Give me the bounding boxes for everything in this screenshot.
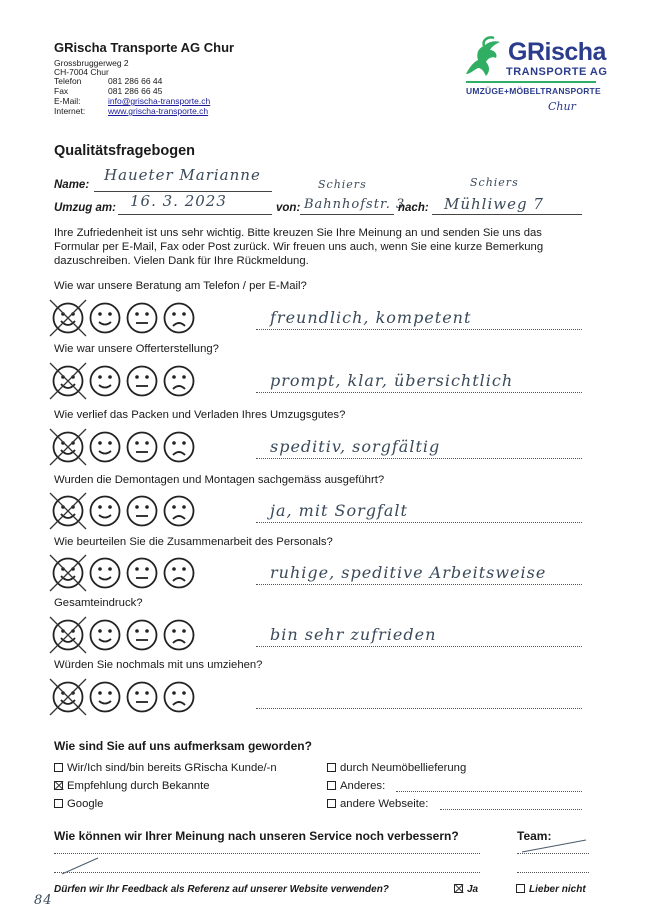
- very-happy-face-icon[interactable]: [52, 495, 84, 532]
- answer-line[interactable]: [256, 522, 582, 523]
- very-happy-face-icon[interactable]: [52, 681, 84, 718]
- answer-text[interactable]: freundlich, kompetent: [270, 308, 472, 327]
- answer-text[interactable]: bin sehr zufrieden: [270, 625, 437, 644]
- happy-face-icon[interactable]: [89, 619, 121, 656]
- neutral-face-icon[interactable]: [126, 495, 158, 532]
- name-field[interactable]: Haueter Marianne: [104, 166, 261, 184]
- sad-face-icon[interactable]: [163, 619, 195, 656]
- pen-stroke-icon: [60, 856, 100, 876]
- to-line: [432, 214, 582, 215]
- company-name: GRischa Transporte AG Chur: [54, 40, 235, 55]
- pen-stroke-icon: [520, 838, 590, 854]
- email-link[interactable]: info@grischa-transporte.ch: [108, 96, 211, 106]
- question-7: Würden Sie nochmals mit uns umziehen?: [54, 659, 263, 671]
- checkbox-checked[interactable]: [454, 884, 463, 893]
- improve-title: Wie können wir Ihrer Meinung nach unseren Service noch verbessern?: [54, 829, 459, 843]
- checkbox[interactable]: [54, 799, 63, 808]
- ibex-logo-icon: [460, 36, 506, 80]
- checkbox[interactable]: [54, 763, 63, 772]
- logo-wordmark: GRischa: [508, 38, 606, 66]
- question-6: Gesamteindruck?: [54, 597, 143, 609]
- sad-face-icon[interactable]: [163, 431, 195, 468]
- to-place[interactable]: Schiers: [470, 176, 519, 189]
- checkbox[interactable]: [327, 781, 336, 790]
- logo-divider: [466, 81, 596, 83]
- happy-face-icon[interactable]: [89, 365, 121, 402]
- move-date-field[interactable]: 16. 3. 2023: [130, 192, 227, 210]
- source-option-website[interactable]: andere Webseite:: [327, 798, 428, 810]
- neutral-face-icon[interactable]: [126, 302, 158, 339]
- question-1: Wie war unsere Beratung am Telefon / per E-Mail?: [54, 280, 307, 292]
- company-city: CH-7004 Chur: [54, 67, 109, 77]
- happy-face-icon[interactable]: [89, 681, 121, 718]
- consent-no[interactable]: Lieber nicht: [516, 884, 586, 895]
- neutral-face-icon[interactable]: [126, 619, 158, 656]
- neutral-face-icon[interactable]: [126, 681, 158, 718]
- company-street: Grossbruggerweg 2: [54, 58, 129, 68]
- logo-tagline: UMZÜGE+MÖBELTRANSPORTE: [466, 86, 601, 96]
- other-line[interactable]: [396, 791, 582, 792]
- sad-face-icon[interactable]: [163, 302, 195, 339]
- contact-email: E-Mail: info@grischa-transporte.ch: [54, 96, 211, 106]
- answer-line[interactable]: [256, 392, 582, 393]
- margin-note: 84: [34, 893, 53, 908]
- to-street[interactable]: Mühliweg 7: [444, 195, 544, 213]
- question-2: Wie war unsere Offerterstellung?: [54, 343, 219, 355]
- happy-face-icon[interactable]: [89, 557, 121, 594]
- sad-face-icon[interactable]: [163, 495, 195, 532]
- question-4: Wurden die Demontagen und Montagen sachgemäss ausgeführt?: [54, 474, 385, 486]
- sad-face-icon[interactable]: [163, 557, 195, 594]
- move-date-line: [118, 214, 272, 215]
- from-place[interactable]: Schiers: [318, 178, 367, 191]
- checkbox[interactable]: [516, 884, 525, 893]
- name-label: Name:: [54, 179, 90, 191]
- consent-yes[interactable]: Ja: [454, 884, 478, 895]
- checkbox-checked[interactable]: [54, 781, 63, 790]
- website-link[interactable]: www.grischa-transporte.ch: [108, 106, 209, 116]
- very-happy-face-icon[interactable]: [52, 619, 84, 656]
- improve-line-2[interactable]: [54, 872, 480, 873]
- answer-line[interactable]: [256, 584, 582, 585]
- answer-line[interactable]: [256, 458, 582, 459]
- happy-face-icon[interactable]: [89, 431, 121, 468]
- source-option-other[interactable]: Anderes:: [327, 780, 385, 792]
- from-line: [300, 214, 394, 215]
- neutral-face-icon[interactable]: [126, 557, 158, 594]
- answer-text[interactable]: ja, mit Sorgfalt: [270, 501, 408, 520]
- contact-web: Internet: www.grischa-transporte.ch: [54, 106, 209, 116]
- very-happy-face-icon[interactable]: [52, 557, 84, 594]
- page-title: Qualitätsfragebogen: [54, 143, 195, 159]
- move-date-label: Umzug am:: [54, 202, 116, 214]
- answer-line[interactable]: [256, 646, 582, 647]
- source-option-recommendation[interactable]: Empfehlung durch Bekannte: [54, 780, 210, 792]
- question-5: Wie beurteilen Sie die Zusammenarbeit des Personals?: [54, 536, 333, 548]
- from-label: von:: [276, 202, 301, 214]
- sad-face-icon[interactable]: [163, 681, 195, 718]
- contact-phone: Telefon 081 286 66 44: [54, 76, 163, 86]
- neutral-face-icon[interactable]: [126, 365, 158, 402]
- checkbox[interactable]: [327, 799, 336, 808]
- checkbox[interactable]: [327, 763, 336, 772]
- source-option-customer[interactable]: Wir/Ich sind/bin bereits GRischa Kunde/-n: [54, 762, 277, 774]
- logo-subtitle: TRANSPORTE AG: [506, 66, 608, 78]
- answer-line[interactable]: [256, 708, 582, 709]
- happy-face-icon[interactable]: [89, 495, 121, 532]
- very-happy-face-icon[interactable]: [52, 365, 84, 402]
- happy-face-icon[interactable]: [89, 302, 121, 339]
- logo-city: Chur: [548, 100, 576, 113]
- sad-face-icon[interactable]: [163, 365, 195, 402]
- very-happy-face-icon[interactable]: [52, 431, 84, 468]
- contact-fax: Fax 081 286 66 45: [54, 86, 163, 96]
- answer-text[interactable]: ruhige, speditive Arbeitsweise: [270, 563, 547, 582]
- improve-line-1[interactable]: [54, 853, 480, 854]
- team-label: Team:: [517, 829, 552, 843]
- website-line[interactable]: [440, 809, 582, 810]
- answer-line[interactable]: [256, 329, 582, 330]
- answer-text[interactable]: prompt, klar, übersichtlich: [270, 371, 514, 390]
- neutral-face-icon[interactable]: [126, 431, 158, 468]
- source-option-furniture[interactable]: durch Neumöbellieferung: [327, 762, 466, 774]
- to-label: nach:: [398, 202, 429, 214]
- source-title: Wie sind Sie auf uns aufmerksam geworden?: [54, 739, 312, 753]
- intro-text: Ihre Zufriedenheit ist uns sehr wichtig. Bitte kreuzen Sie Ihre Meinung an und senden Sie uns das Formular per E-Mail, Fax oder Post zurück. Wir freuen uns auch, wenn Sie eine kurze Bemerkung dazuschreiben. Vielen Dank für Ihre Rückmeldung.: [54, 227, 544, 267]
- answer-text[interactable]: speditiv, sorgfältig: [270, 437, 441, 456]
- question-3: Wie verlief das Packen und Verladen Ihres Umzugsgutes?: [54, 409, 346, 421]
- source-option-google[interactable]: Google: [54, 798, 103, 810]
- from-street[interactable]: Bahnhofstr. 3: [304, 197, 406, 212]
- consent-question: Dürfen wir Ihr Feedback als Referenz auf unserer Website verwenden?: [54, 884, 389, 895]
- very-happy-face-icon[interactable]: [52, 302, 84, 339]
- team-line-2[interactable]: [517, 872, 589, 873]
